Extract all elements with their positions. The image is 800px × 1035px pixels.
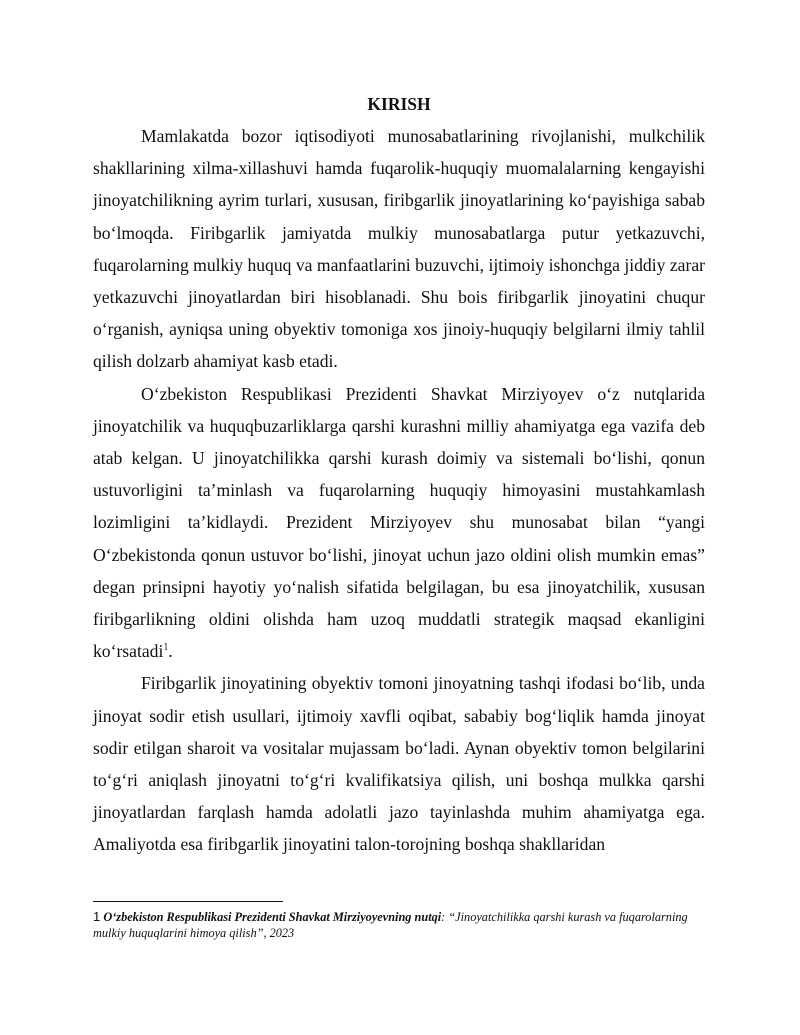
- footnote-reference[interactable]: 1: [163, 642, 169, 654]
- paragraph-text: Mamlakatda bozor iqtisodiyoti munosabatlarining rivojlanishi, mulkchilik shakllarining xilma-xillashuvi hamda fuqarolik-huquqiy muomalalarning kengayishi jinoyatchilikning ayrim turlari, xususan, firibgarlik jinoyatlarining koʻpayishiga sabab boʻlmoqda. Firibgarlik jamiyatda mulkiy munosabatlarga putur yetkazuvchi, fuqarolarning mulkiy huquq va manfaatlarini buzuvchi, ijtimoiy ishonchga jiddiy zarar yetkazuvchi jinoyatlardan biri hisoblanadi. Shu bois firibgarlik jinoyatini chuqur oʻrganish, ayniqsa uning obyektiv tomoniga xos jinoiy-huquqiy belgilarni ilmiy tahlil qilish dolzarb ahamiyat kasb etadi.: [93, 126, 705, 372]
- paragraph-text: Oʻzbekiston Respublikasi Prezidenti Shavkat Mirziyoyev oʻz nutqlarida jinoyatchilik va huquqbuzarliklarga qarshi kurashni milliy ahamiyatga ega vazifa deb atab kelgan. U jinoyatchilikka qarshi kurash doimiy va sistemali boʻlishi, qonun ustuvorligini taʼminlash va fuqarolarning huquqiy himoyasini mustahkamlash lozimligini taʼkidlaydi. Prezident Mirziyoyev shu munosabat bilan “yangi Oʻzbekistonda qonun ustuvor boʻlishi, jinoyat uchun jazo oldini olish mumkin emas” degan prinsipni hayotiy yoʻnalish sifatida belgilagan, bu esa jinoyatchilik, xususan firibgarlikning oldini olishda ham uzoq muddatli strategik maqsad ekanligini koʻrsatadi: [93, 383, 705, 662]
- paragraph-objective-side: [93, 667, 705, 860]
- footnote-number: 1: [93, 909, 101, 924]
- footnote-source: Oʻzbekiston Respublikasi Prezidenti Shavkat Mirziyoyevning nutqi: [103, 910, 442, 924]
- paragraph-president: [93, 378, 705, 668]
- footnote-separator-text: :: [441, 910, 449, 924]
- paragraph-intro: [93, 120, 705, 378]
- section-heading: KIRISH: [367, 94, 431, 114]
- footnote-description: “Jinoyatchilikka qarshi kurash va fuqarolarning mulkiy huquqlarini himoya qilish”, 2023: [93, 910, 688, 940]
- paragraph-tail: .: [168, 641, 173, 662]
- footnote: [93, 909, 693, 941]
- paragraph-text: Firibgarlik jinoyatining obyektiv tomoni jinoyatning tashqi ifodasi boʻlib, unda jinoyat sodir etish usullari, ijtimoiy xavfli oqibat, sababiy bogʻliqlik hamda jinoyat sodir etilgan sharoit va vositalar mujassam boʻladi. Aynan obyektiv tomon belgilarini toʻgʻri aniqlash jinoyatni toʻgʻri kvalifikatsiya qilish, uni boshqa mulkka qarshi jinoyatlardan farqlash hamda adolatli jazo tayinlashda muhim ahamiyatga ega. Amaliyotda esa firibgarlik jinoyatini talon-torojning boshqa shakllaridan: [93, 673, 705, 855]
- footnote-separator: [93, 901, 283, 902]
- document-page: [93, 0, 705, 1035]
- document-body: [93, 120, 705, 861]
